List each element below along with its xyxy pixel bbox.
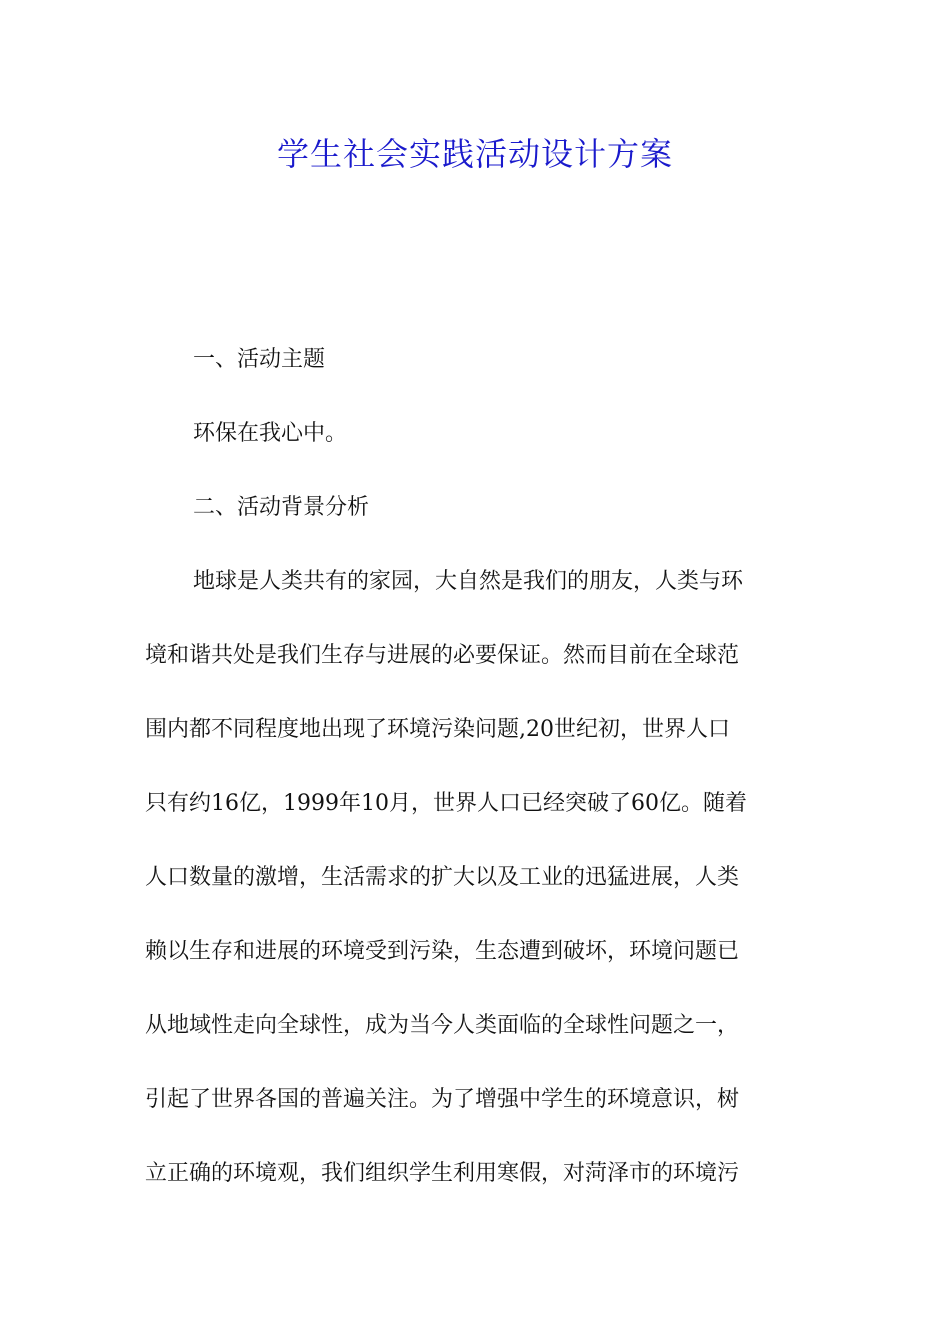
document-body bbox=[145, 338, 805, 1226]
paragraph-line: 境和谐共处是我们生存与进展的必要保证。然而目前在全球范 bbox=[145, 643, 740, 668]
paragraph-line: 引起了世界各国的普遍关注。为了增强中学生的环境意识，树 bbox=[145, 1087, 740, 1112]
paragraph-line: 只有约16亿，1999年10月，世界人口已经突破了60亿。随着 bbox=[145, 791, 747, 816]
theme-text: 环保在我心中。 bbox=[193, 421, 348, 446]
section-heading-background: 二、活动背景分析 bbox=[193, 495, 370, 520]
section-heading-theme: 一、活动主题 bbox=[193, 347, 326, 372]
paragraph-line: 立正确的环境观，我们组织学生利用寒假，对菏泽市的环境污 bbox=[145, 1161, 740, 1186]
paragraph-line: 围内都不同程度地出现了环境污染问题,20世纪初，世界人口 bbox=[145, 717, 730, 742]
paragraph-line: 从地域性走向全球性，成为当今人类面临的全球性问题之一， bbox=[145, 1013, 740, 1038]
document-title: 学生社会实践活动设计方案 bbox=[276, 135, 673, 173]
paragraph-line: 赖以生存和进展的环境受到污染，生态遭到破坏，环境问题已 bbox=[145, 939, 740, 964]
paragraph-line: 地球是人类共有的家园，大自然是我们的朋友，人类与环 bbox=[193, 569, 744, 594]
paragraph-line: 人口数量的激增，生活需求的扩大以及工业的迅猛进展，人类 bbox=[145, 865, 740, 890]
